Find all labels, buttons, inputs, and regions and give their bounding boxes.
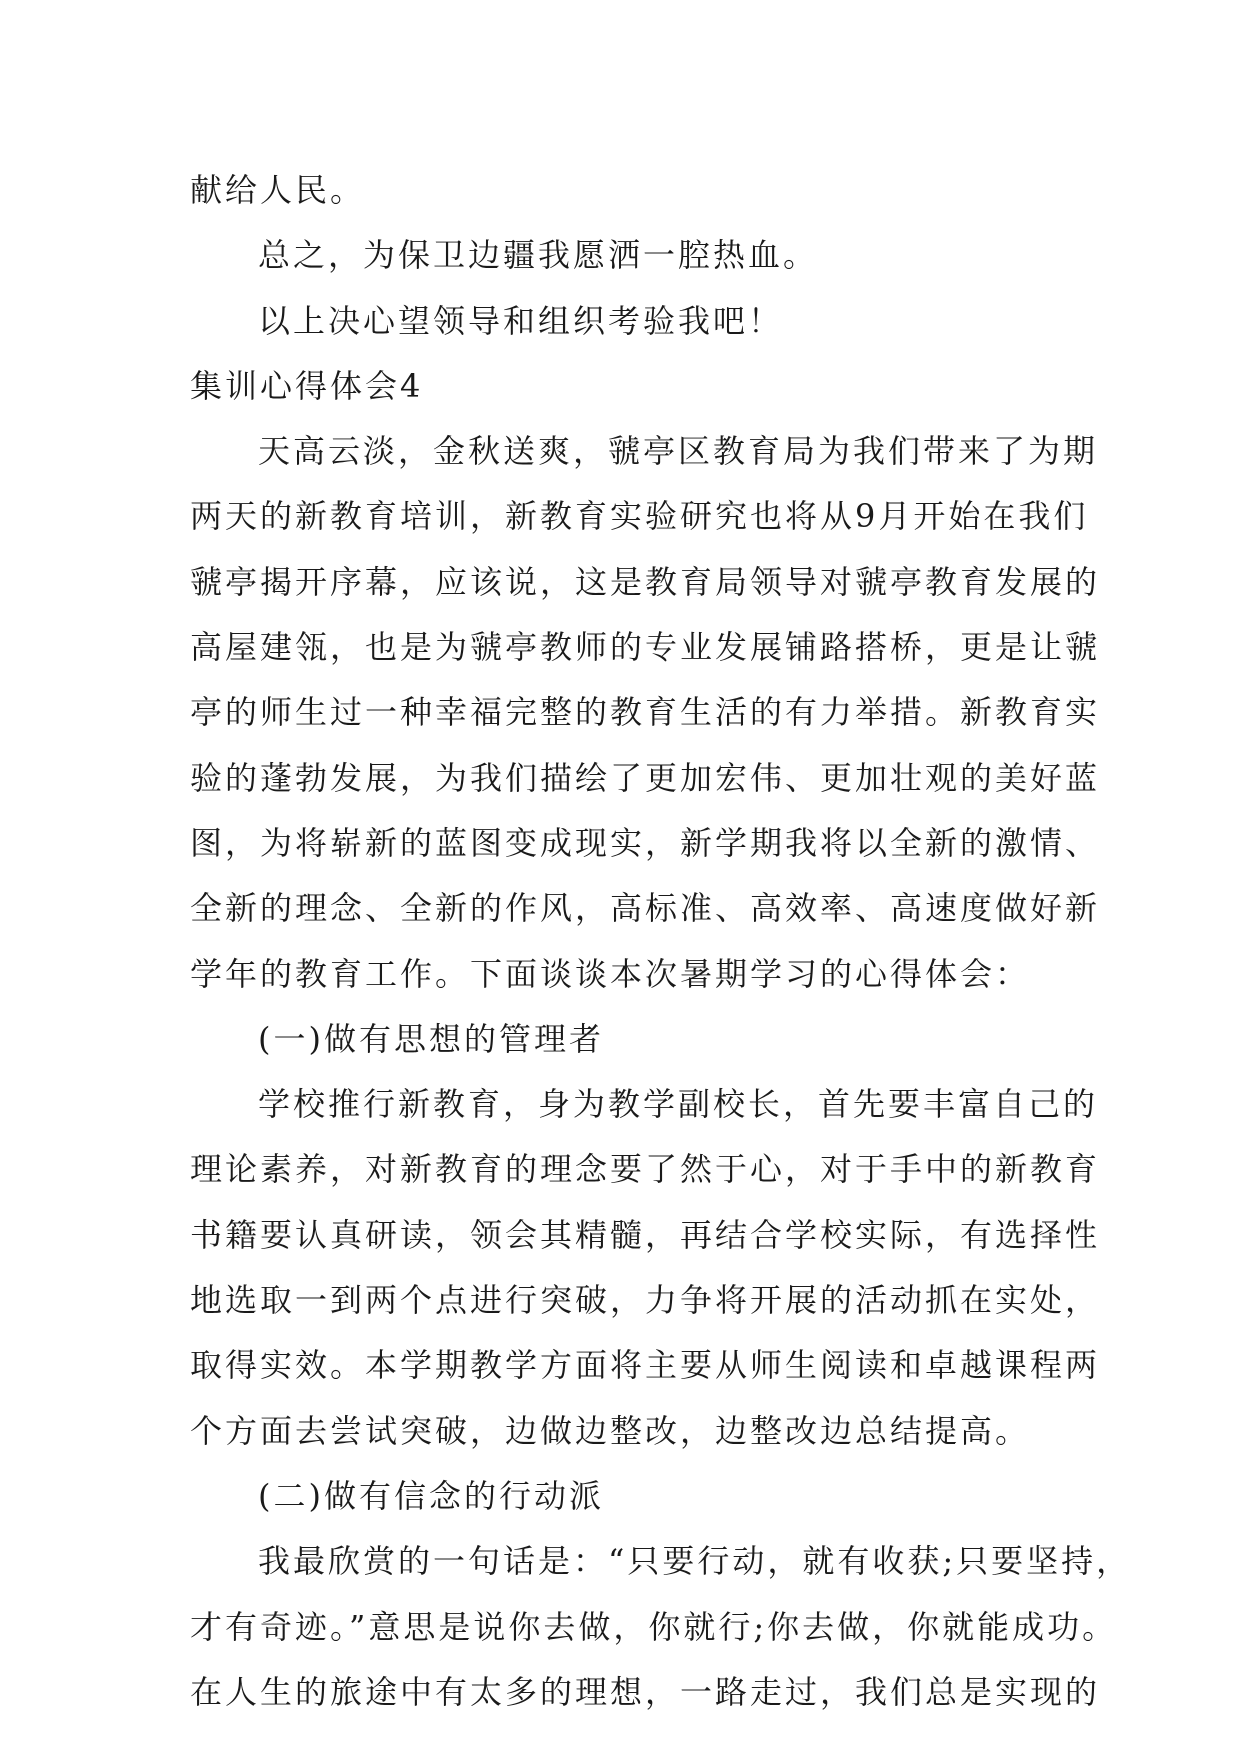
text-line: 献给人民。: [190, 171, 366, 209]
text-line: 虢亭揭开序幕，应该说，这是教育局领导对虢亭教育发展的: [190, 562, 1101, 601]
text-line: 以上决心望领导和组织考验我吧！: [258, 301, 784, 340]
text-line: 书籍要认真研读，领会其精髓，再结合学校实际，有选择性: [190, 1215, 1101, 1254]
subsection-heading: (一)做有思想的管理者: [258, 1019, 604, 1058]
text-line: 取得实效。本学期教学方面将主要从师生阅读和卓越课程两: [190, 1346, 1101, 1385]
text-line: 我最欣赏的一句话是：“只要行动，就有收获;只要坚持，: [258, 1542, 1132, 1581]
text-line: 两天的新教育培训，新教育实验研究也将从9月开始在我们: [190, 497, 1089, 536]
text-line: 地选取一到两个点进行突破，力争将开展的活动抓在实处，: [190, 1281, 1101, 1320]
text-line: 天高云淡，金秋送爽，虢亭区教育局为我们带来了为期: [258, 432, 1099, 471]
text-line: 图，为将崭新的蓝图变成现实，新学期我将以全新的激情、: [190, 823, 1101, 862]
text-line: 才有奇迹。”意思是说你去做，你就行;你去做，你就能成功。: [190, 1607, 1118, 1646]
subsection-heading: (二)做有信念的行动派: [258, 1476, 604, 1515]
text-line: 个方面去尝试突破，边做边整改，边整改边总结提高。: [190, 1411, 1031, 1450]
document-body: [190, 158, 1132, 1725]
text-line: 总之，为保卫边疆我愿洒一腔热血。: [258, 236, 819, 275]
text-line: 理论素养，对新教育的理念要了然于心，对于手中的新教育: [190, 1150, 1101, 1189]
text-line: 高屋建瓴，也是为虢亭教师的专业发展铺路搭桥，更是让虢: [190, 628, 1101, 667]
section-heading: 集训心得体会4: [190, 366, 424, 405]
text-line: 在人生的旅途中有太多的理想，一路走过，我们总是实现的: [190, 1672, 1101, 1711]
text-line: 验的蓬勃发展，为我们描绘了更加宏伟、更加壮观的美好蓝: [190, 758, 1101, 797]
text-line: 学校推行新教育，身为教学副校长，首先要丰富自己的: [258, 1085, 1099, 1124]
text-line: 全新的理念、全新的作风，高标准、高效率、高速度做好新: [190, 889, 1101, 928]
text-line: 亭的师生过一种幸福完整的教育生活的有力举措。新教育实: [190, 693, 1101, 732]
text-line: 学年的教育工作。下面谈谈本次暑期学习的心得体会：: [190, 954, 1031, 993]
